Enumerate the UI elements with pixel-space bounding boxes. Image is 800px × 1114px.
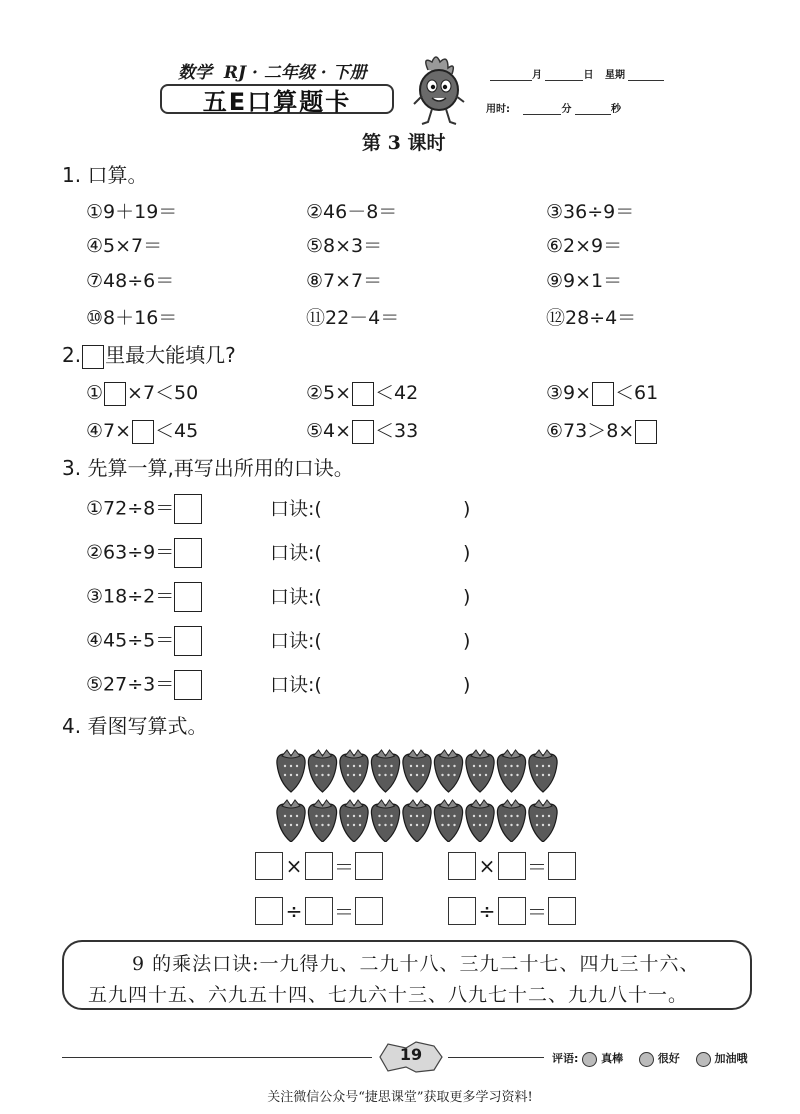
edition-text: RJ · 二年级 · 下册 <box>223 63 367 83</box>
smile-face-icon <box>639 1052 654 1067</box>
subject-label <box>178 58 367 83</box>
q2-title: 2. 里最大能填几? <box>62 343 236 367</box>
q1-item: ⑪22－4＝ <box>306 307 400 329</box>
answer-box[interactable] <box>548 897 576 925</box>
q2-item: ⑤4× ＜33 <box>306 420 419 442</box>
q1-item: ⑧7×7＝ <box>306 270 383 292</box>
close-paren: ) <box>463 498 471 520</box>
q1-item: ⑫28÷4＝ <box>546 307 637 329</box>
q2-item: ④7× ＜45 <box>86 420 199 442</box>
cheer-face-icon <box>696 1052 711 1067</box>
subject-text: 数学 <box>178 63 212 83</box>
brand-title: 五E口算题卡 <box>202 87 352 116</box>
radish-mascot-icon <box>408 52 470 128</box>
rhyme-line-2: 五九四十五、六九五十四、七九六十三、八九七十二、九九八十一。 <box>88 984 689 1006</box>
page-number: 19 <box>399 1045 423 1064</box>
rhyme-label: 口诀:( <box>270 674 322 696</box>
answer-box[interactable] <box>174 626 202 656</box>
answer-box[interactable] <box>448 897 476 925</box>
answer-box[interactable] <box>174 538 202 568</box>
answer-box[interactable] <box>355 852 383 880</box>
q1-item: ③36÷9＝ <box>546 201 635 223</box>
q1-item: ⑤8×3＝ <box>306 235 383 257</box>
q1-title: 1. 口算。 <box>62 163 148 187</box>
answer-box[interactable] <box>174 670 202 700</box>
strawberry-icon <box>308 750 336 792</box>
footer-rule-right <box>448 1057 544 1058</box>
equation-row: × ＝ <box>448 851 576 880</box>
date-line: 月 日 星期 <box>490 66 664 81</box>
strawberry-icon <box>466 800 494 842</box>
q3-item: ④45÷5＝ <box>86 626 202 656</box>
q2-item: ②5× ＜42 <box>306 382 419 404</box>
q1-item: ⑦48÷6＝ <box>86 270 175 292</box>
answer-box[interactable] <box>255 852 283 880</box>
answer-box[interactable] <box>82 345 104 369</box>
rhyme-line-1: 9 的乘法口诀:一九得九、二九十八、三九二十七、四九三十六、 <box>132 953 700 975</box>
answer-box[interactable] <box>255 897 283 925</box>
strawberry-icon <box>340 800 368 842</box>
footer-notice: 关注微信公众号“捷思课堂”获取更多学习资料! <box>267 1090 533 1105</box>
close-paren: ) <box>463 586 471 608</box>
strawberry-icon <box>497 800 525 842</box>
time-line: 用时: 分 秒 <box>486 104 621 115</box>
rhyme-label: 口诀:( <box>270 630 322 652</box>
strawberry-icon <box>403 750 431 792</box>
answer-box[interactable] <box>174 494 202 524</box>
q2-item: ⑥73＞8× <box>546 419 658 444</box>
q2-item: ① ×7＜50 <box>86 382 199 404</box>
close-paren: ) <box>463 674 471 696</box>
equation-row: ÷ ＝ <box>448 896 576 925</box>
strawberry-icon <box>497 750 525 792</box>
q3-item: ③18÷2＝ <box>86 582 202 612</box>
q3-item: ①72÷8＝ <box>86 494 202 524</box>
answer-box[interactable] <box>174 582 202 612</box>
close-paren: ) <box>463 630 471 652</box>
answer-box[interactable] <box>352 382 374 406</box>
strawberry-icon <box>371 800 399 842</box>
q3-title: 3. 先算一算,再写出所用的口诀。 <box>62 456 354 480</box>
answer-box[interactable] <box>448 852 476 880</box>
rhyme-label: 口诀:( <box>270 542 322 564</box>
strawberry-icon <box>529 750 557 792</box>
strawberry-icon <box>403 800 431 842</box>
header <box>0 0 800 160</box>
q3-item: ②63÷9＝ <box>86 538 202 568</box>
strawberry-picture <box>276 748 566 842</box>
answer-box[interactable] <box>498 897 526 925</box>
answer-box[interactable] <box>592 382 614 406</box>
answer-box[interactable] <box>104 382 126 406</box>
q1-item: ④5×7＝ <box>86 235 163 257</box>
strawberry-icon <box>277 750 305 792</box>
strawberry-icon <box>529 800 557 842</box>
strawberry-icon <box>434 800 462 842</box>
strawberry-icon <box>340 750 368 792</box>
strawberry-icon <box>434 750 462 792</box>
strawberry-icon <box>308 800 336 842</box>
q1-item: ⑨9×1＝ <box>546 270 623 292</box>
answer-box[interactable] <box>498 852 526 880</box>
answer-box[interactable] <box>355 897 383 925</box>
answer-box[interactable] <box>305 897 333 925</box>
multiplication-rhyme-box <box>62 940 752 1010</box>
equation-row: ÷ ＝ <box>255 896 383 925</box>
q1-item: ②46－8＝ <box>306 201 398 223</box>
q2-item: ③9× ＜61 <box>546 382 659 404</box>
strawberry-icon <box>277 800 305 842</box>
q4-title: 4. 看图写算式。 <box>62 714 208 738</box>
q3-item: ⑤27÷3＝ <box>86 670 202 700</box>
rhyme-label: 口诀:( <box>270 586 322 608</box>
brand-box <box>160 84 394 114</box>
grin-face-icon <box>582 1052 597 1067</box>
q1-item: ①9＋19＝ <box>86 201 178 223</box>
answer-box[interactable] <box>132 420 154 444</box>
strawberry-icon <box>466 750 494 792</box>
q1-item: ⑩8＋16＝ <box>86 307 178 329</box>
close-paren: ) <box>463 542 471 564</box>
footer-rule-left <box>62 1057 372 1058</box>
strawberry-icon <box>371 750 399 792</box>
equation-row: × ＝ <box>255 851 383 880</box>
answer-box[interactable] <box>305 852 333 880</box>
q1-item: ⑥2×9＝ <box>546 235 623 257</box>
evaluation: 评语: 真棒 很好 加油哦 <box>552 1052 748 1065</box>
answer-box[interactable] <box>635 420 657 444</box>
answer-box[interactable] <box>352 420 374 444</box>
rhyme-label: 口诀:( <box>270 498 322 520</box>
answer-box[interactable] <box>548 852 576 880</box>
lesson-title: 第 3 课时 <box>362 132 446 154</box>
